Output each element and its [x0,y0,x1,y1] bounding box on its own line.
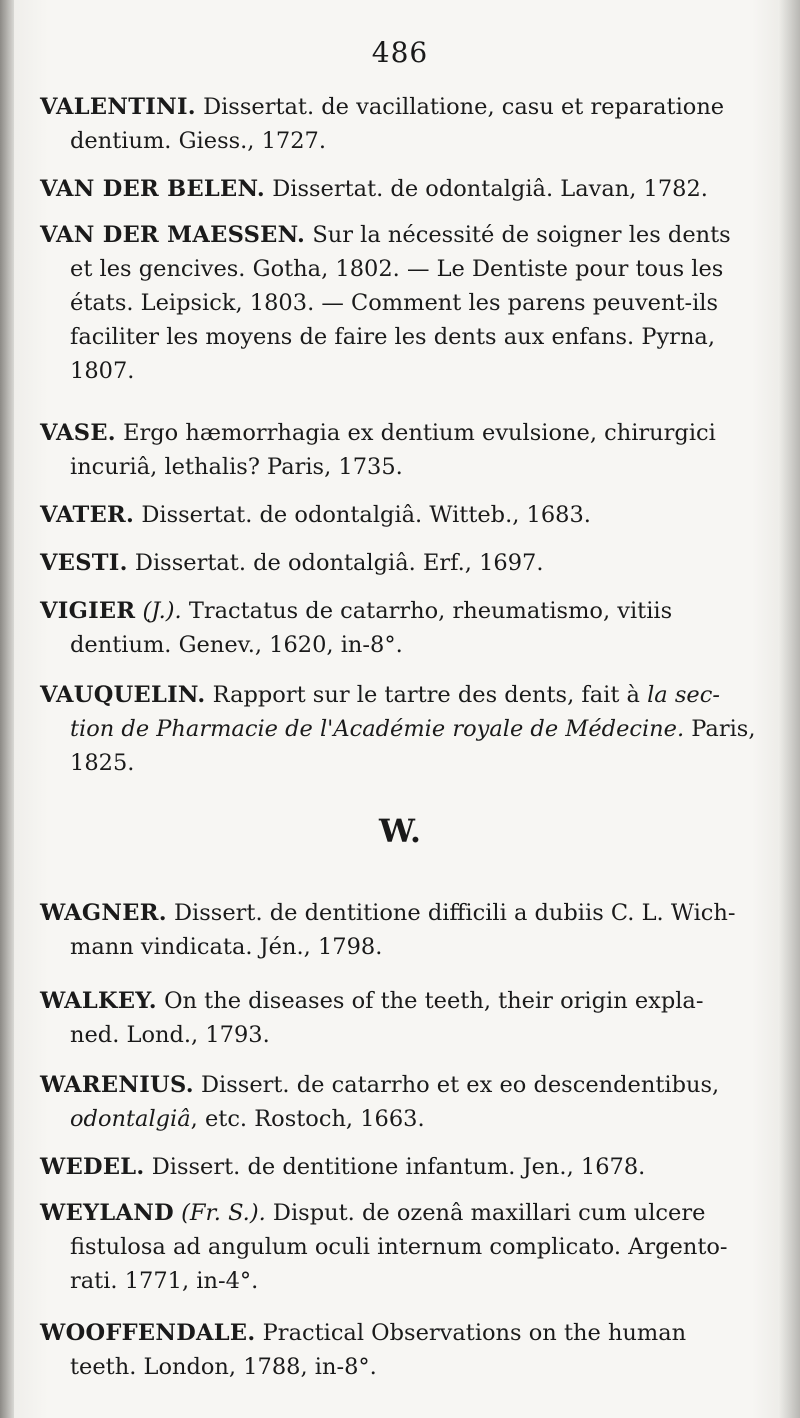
entry-name: VATER. [40,502,135,528]
entry-name: WALKEY. [40,988,157,1014]
entry-valentini: VALENTINI. Dissertat. de vacillatione, casu et reparatione dentium. Giess., 1727. [40,94,725,154]
entry-name: WEYLAND [40,1200,174,1226]
entry-name: WEDEL. [40,1154,145,1180]
entry-name: VALENTINI. [40,94,196,120]
entry-walkey: WALKEY. On the diseases of the teeth, their origin expla- ned. Lond., 1793. [40,988,704,1048]
entry-vesti: VESTI. Dissertat. de odontalgiâ. Erf., 1697. [40,550,544,576]
entry-van-der-maessen: VAN DER MAESSEN. Sur la nécessité de soigner les dents et les gencives. Gotha, 1802. — Le Dentiste pour tous les états. Leipsick, 1803. — Comment les parens peuvent-ils faciliter les moyens de faire les dents aux enfans. Pyrna, 1807. [40,222,731,384]
entry-name: WOOFFENDALE. [40,1320,256,1346]
entry-name: WARENIUS. [40,1072,194,1098]
entry-vigier: VIGIER (J.). Tractatus de catarrho, rheumatismo, vitiis dentium. Genev., 1620, in-8°. [40,598,673,658]
entry-wooffendale: WOOFFENDALE. Practical Observations on the human teeth. London, 1788, in-8°. [40,1320,687,1380]
entry-name: VAN DER MAESSEN. [40,222,306,248]
page-number: 486 [371,36,429,69]
entry-wedel: WEDEL. Dissert. de dentitione infantum. Jen., 1678. [40,1154,646,1180]
entry-name: VAN DER BELEN. [40,176,266,202]
entry-name: WAGNER. [40,900,167,926]
entry-vauquelin: VAUQUELIN. Rapport sur le tartre des dents, fait à la sec- tion de Pharmacie de l'Académie royale de Médecine. Paris, 1825. [40,682,756,776]
entry-vase: VASE. Ergo hæmorrhagia ex dentium evulsione, chirurgici incuriâ, lethalis? Paris, 1735. [40,420,716,480]
entry-warenius: WARENIUS. Dissert. de catarrho et ex eo descendentibus, odontalgiâ, etc. Rostoch, 1663. [40,1072,720,1132]
section-heading: W. [378,812,422,850]
entry-name: VIGIER [40,598,136,624]
entry-name: VESTI. [40,550,128,576]
entry-weyland: WEYLAND (Fr. S.). Disput. de ozenâ maxillari cum ulcere fistulosa ad angulum oculi internum complicato. Argento- rati. 1771, in-4°. [40,1200,728,1294]
entry-name: VAUQUELIN. [40,682,206,708]
entry-van-der-belen: VAN DER BELEN. Dissertat. de odontalgiâ. Lavan, 1782. [40,176,708,202]
entry-vater: VATER. Dissertat. de odontalgiâ. Witteb., 1683. [40,502,591,528]
entry-name: VASE. [40,420,116,446]
entry-wagner: WAGNER. Dissert. de dentitione difficili a dubiis C. L. Wich- mann vindicata. Jén., 1798. [40,900,736,960]
